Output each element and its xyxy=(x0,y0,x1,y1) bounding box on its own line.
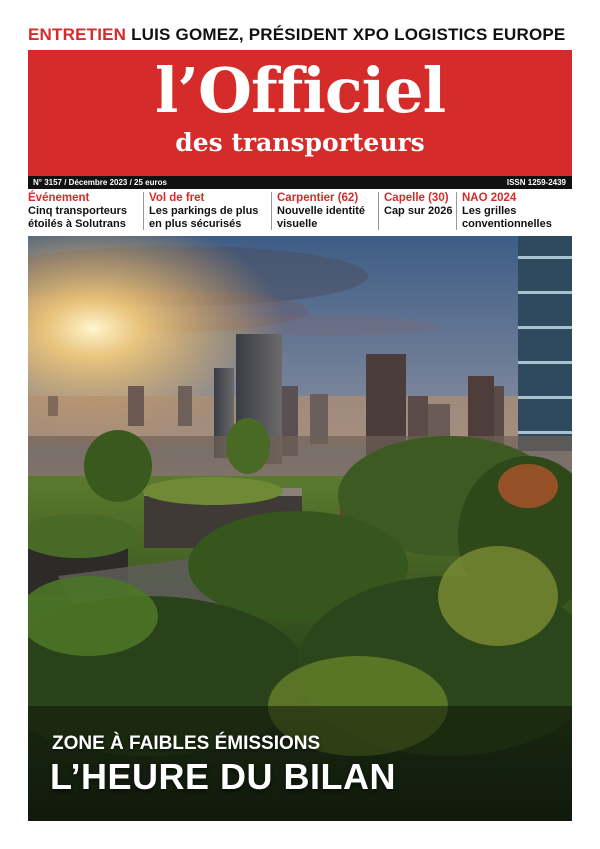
teaser-category: Événement xyxy=(28,192,90,204)
issue-bar xyxy=(28,176,572,189)
teaser-text: Cap sur 2026 xyxy=(384,205,453,217)
issue-info: N° 3157 / Décembre 2023 / 25 euros xyxy=(33,178,167,187)
cover-image xyxy=(28,236,572,821)
magazine-logo-title: l’Officiel xyxy=(154,54,446,127)
teaser-text: Nouvelle identité visuelle xyxy=(277,205,366,230)
teaser-category: Vol de fret xyxy=(149,192,205,204)
teaser-item[interactable] xyxy=(378,192,456,230)
teaser-text: Cinq transporteurs étoilés à Solutrans xyxy=(28,205,128,230)
teaser-item[interactable] xyxy=(143,192,271,230)
teaser-text: Les parkings de plus en plus sécurisés xyxy=(149,205,259,230)
teaser-category: NAO 2024 xyxy=(462,192,517,204)
teaser-item[interactable] xyxy=(28,192,146,230)
masthead xyxy=(28,50,572,176)
interview-label: ENTRETIEN xyxy=(28,25,127,44)
interview-banner[interactable] xyxy=(28,24,573,46)
cover-headline: L’HEURE DU BILAN xyxy=(50,756,397,797)
magazine-logo-subtitle: des transporteurs xyxy=(175,128,425,157)
teaser-category: Capelle (30) xyxy=(384,192,449,204)
teaser-text: Les grilles conventionnelles xyxy=(462,205,552,230)
teaser-item[interactable] xyxy=(271,192,377,230)
interview-title: LUIS GOMEZ, PRÉSIDENT XPO LOGISTICS EUROPE xyxy=(131,25,566,44)
teaser-row xyxy=(28,192,572,232)
teaser-item[interactable] xyxy=(456,192,572,230)
cover-kicker: ZONE À FAIBLES ÉMISSIONS xyxy=(52,733,321,754)
teaser-category: Carpentier (62) xyxy=(277,192,359,204)
issn-number: ISSN 1259-2439 xyxy=(506,178,566,187)
